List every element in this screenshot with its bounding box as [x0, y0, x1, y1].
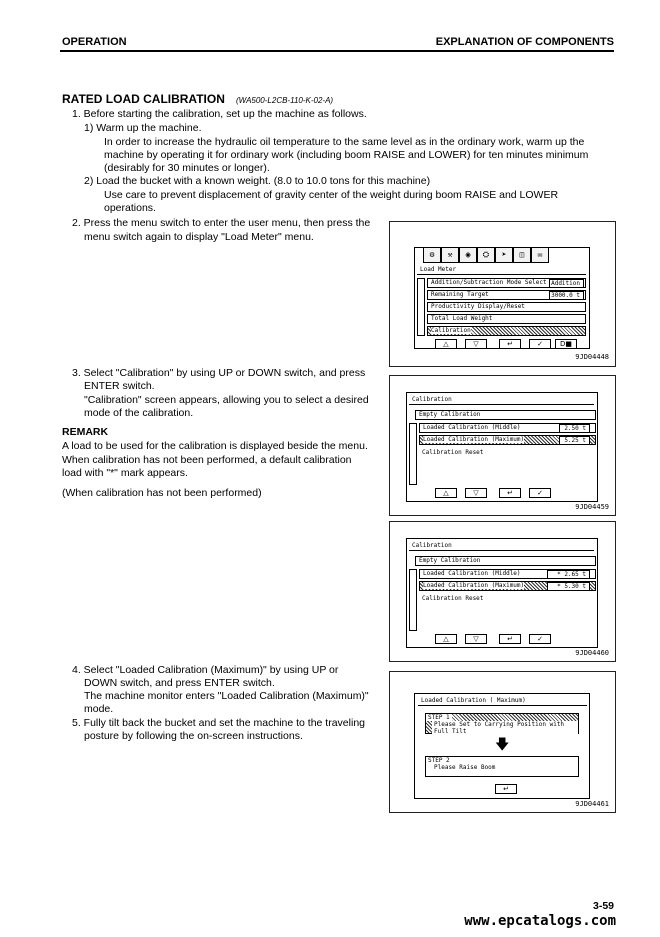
- item-value: 2.50 t: [559, 424, 590, 433]
- figure-id: 9JD04459: [575, 503, 609, 511]
- item-value: 3000.0 t: [549, 291, 584, 300]
- step-1: 1. Before starting the calibration, set up the machine as follows.: [72, 108, 367, 120]
- remark-text-a: A load to be used for the calibration is displayed beside the menu.: [62, 440, 368, 452]
- figure-load-meter: [389, 221, 616, 367]
- step-1-text: Please Set to Carrying Position with Full Tilt: [432, 721, 578, 735]
- tab-icon: ◉: [459, 247, 477, 263]
- step-4-b: DOWN switch, and press ENTER switch.: [84, 677, 275, 689]
- step-1-2-text-a: Use care to prevent displacement of gravity center of the weight during boom RAISE and LOWER: [104, 189, 559, 201]
- step-4-c: The machine monitor enters "Loaded Calibration (Maximum)": [84, 690, 369, 702]
- section-code: (WA500-L2CB-110-K-02-A): [236, 96, 334, 105]
- step-3-c: "Calibration" screen appears, allowing you to select a desired: [84, 394, 369, 406]
- menu-item-calibration-reset[interactable]: Calibration Reset: [422, 449, 484, 456]
- remark-title: REMARK: [62, 426, 109, 438]
- tab-icon: ⚙: [423, 247, 441, 263]
- step-2-a: 2. Press the menu switch to enter the user menu, then press the: [72, 217, 371, 229]
- screen-title: Calibration: [409, 542, 594, 551]
- step-1-1-text-a: In order to increase the hydraulic oil temperature to the same level as in the ordinary work, warm up the: [104, 136, 585, 148]
- header-right: EXPLANATION OF COMPONENTS: [435, 36, 614, 48]
- step-5-a: 5. Fully tilt back the bucket and set the machine to the traveling: [72, 717, 365, 729]
- down-arrow-icon: 🡇: [495, 737, 510, 753]
- tab-icon: ✉: [531, 247, 549, 263]
- remark-text-b: When calibration has not been performed, a default calibration: [62, 454, 352, 466]
- down-button[interactable]: ▽: [465, 488, 487, 498]
- enter-button[interactable]: ✓: [529, 339, 551, 349]
- step-1-box: [425, 713, 579, 734]
- remark-text-d: (When calibration has not been performed): [62, 487, 262, 499]
- figure-id: 9JD04461: [575, 800, 609, 808]
- item-label: Calibration: [431, 327, 471, 334]
- return-button[interactable]: ↵: [499, 339, 521, 349]
- tab-icon: ⚒: [441, 247, 459, 263]
- scrollbar[interactable]: [409, 569, 417, 631]
- step-4-d: mode.: [84, 703, 114, 715]
- menu-title: Load Meter: [417, 266, 586, 275]
- step-1-2: 2) Load the bucket with a known weight. (8.0 to 10.0 tons for this machine): [84, 175, 431, 187]
- watermark-url: www.epcatalogs.com: [464, 913, 616, 929]
- step-5-b: posture by following the on-screen instructions.: [84, 730, 303, 742]
- screen-title: Loaded Calibration ( Maximum): [418, 697, 587, 706]
- menu-item-empty-calibration[interactable]: Empty Calibration: [415, 556, 596, 566]
- step-1-1: 1) Warm up the machine.: [84, 122, 202, 134]
- item-label: Remaining Target: [431, 291, 489, 298]
- page-number: 3-59: [592, 900, 614, 912]
- step-2-title: STEP 2: [428, 757, 450, 764]
- mode-button[interactable]: D■: [555, 339, 577, 349]
- item-value: * 2.65 t: [547, 570, 590, 579]
- item-label: Loaded Calibration (Maximum): [423, 582, 525, 589]
- tab-icon: ⛭: [477, 247, 495, 263]
- item-label: Productivity Display/Reset: [431, 303, 525, 310]
- menu-item-productivity[interactable]: [427, 302, 586, 312]
- step-2-b: menu switch again to display "Load Meter" menu.: [84, 231, 314, 243]
- figure-calibration-not-performed: [389, 521, 616, 662]
- monitor-screen-calibration: [406, 392, 598, 502]
- item-value: * 5.30 t: [547, 582, 590, 591]
- figure-calibration-default: [389, 375, 616, 516]
- scrollbar[interactable]: [409, 423, 417, 485]
- step-1-2-text-b: operations.: [104, 202, 156, 214]
- step-3-a: 3. Select "Calibration" by using UP or DOWN switch, and press: [72, 367, 366, 379]
- item-label: Loaded Calibration (Maximum): [423, 436, 525, 443]
- monitor-screen-loaded-calibration: [414, 693, 590, 799]
- enter-button[interactable]: ✓: [529, 488, 551, 498]
- enter-button[interactable]: ✓: [529, 634, 551, 644]
- item-value: Addition: [549, 279, 584, 288]
- section-title: RATED LOAD CALIBRATION: [62, 92, 225, 106]
- figure-id: 9JD04460: [575, 649, 609, 657]
- menu-item-total-load[interactable]: [427, 314, 586, 324]
- step-1-1-text-c: (desirably for 30 minutes or longer).: [104, 162, 270, 174]
- tab-icon: ◫: [513, 247, 531, 263]
- return-button[interactable]: ↵: [499, 634, 521, 644]
- header-rule: [60, 50, 614, 52]
- item-label: Total Load Weight: [431, 315, 493, 322]
- screen-title: Calibration: [409, 396, 594, 405]
- step-1-title: STEP 1: [428, 714, 450, 721]
- monitor-screen-calibration: [406, 538, 598, 648]
- scrollbar[interactable]: [417, 278, 425, 336]
- step-4-a: 4. Select "Loaded Calibration (Maximum)" by using UP or: [72, 664, 339, 676]
- step-2-box: [425, 756, 579, 777]
- return-button[interactable]: ↵: [495, 784, 517, 794]
- step-3-b: ENTER switch.: [84, 380, 155, 392]
- tab-icon: ➤: [495, 247, 513, 263]
- figure-loaded-calibration-maximum: [389, 671, 616, 813]
- menu-item-empty-calibration[interactable]: Empty Calibration: [415, 410, 596, 420]
- menu-item-calibration-selected[interactable]: [427, 326, 586, 336]
- up-button[interactable]: △: [435, 488, 457, 498]
- down-button[interactable]: ▽: [465, 634, 487, 644]
- remark-text-c: load with "*" mark appears.: [62, 467, 188, 479]
- step-1-1-text-b: machine by operating it for ordinary work (including boom RAISE and LOWER) for ten minutes minimum: [104, 149, 589, 161]
- header-left: OPERATION: [62, 36, 127, 48]
- return-button[interactable]: ↵: [499, 488, 521, 498]
- menu-item-calibration-reset[interactable]: Calibration Reset: [422, 595, 484, 602]
- item-value: 5.25 t: [559, 436, 590, 445]
- up-button[interactable]: △: [435, 634, 457, 644]
- figure-id: 9JD04448: [575, 353, 609, 361]
- monitor-screen-load-meter: [414, 247, 590, 349]
- item-label: Loaded Calibration (Middle): [423, 570, 521, 577]
- step-2-text: Please Raise Boom: [434, 764, 496, 771]
- item-label: Loaded Calibration (Middle): [423, 424, 521, 431]
- item-label: Addition/Subtraction Mode Select: [431, 279, 547, 286]
- down-button[interactable]: ▽: [465, 339, 487, 349]
- up-button[interactable]: △: [435, 339, 457, 349]
- step-3-d: mode of the calibration.: [84, 407, 194, 419]
